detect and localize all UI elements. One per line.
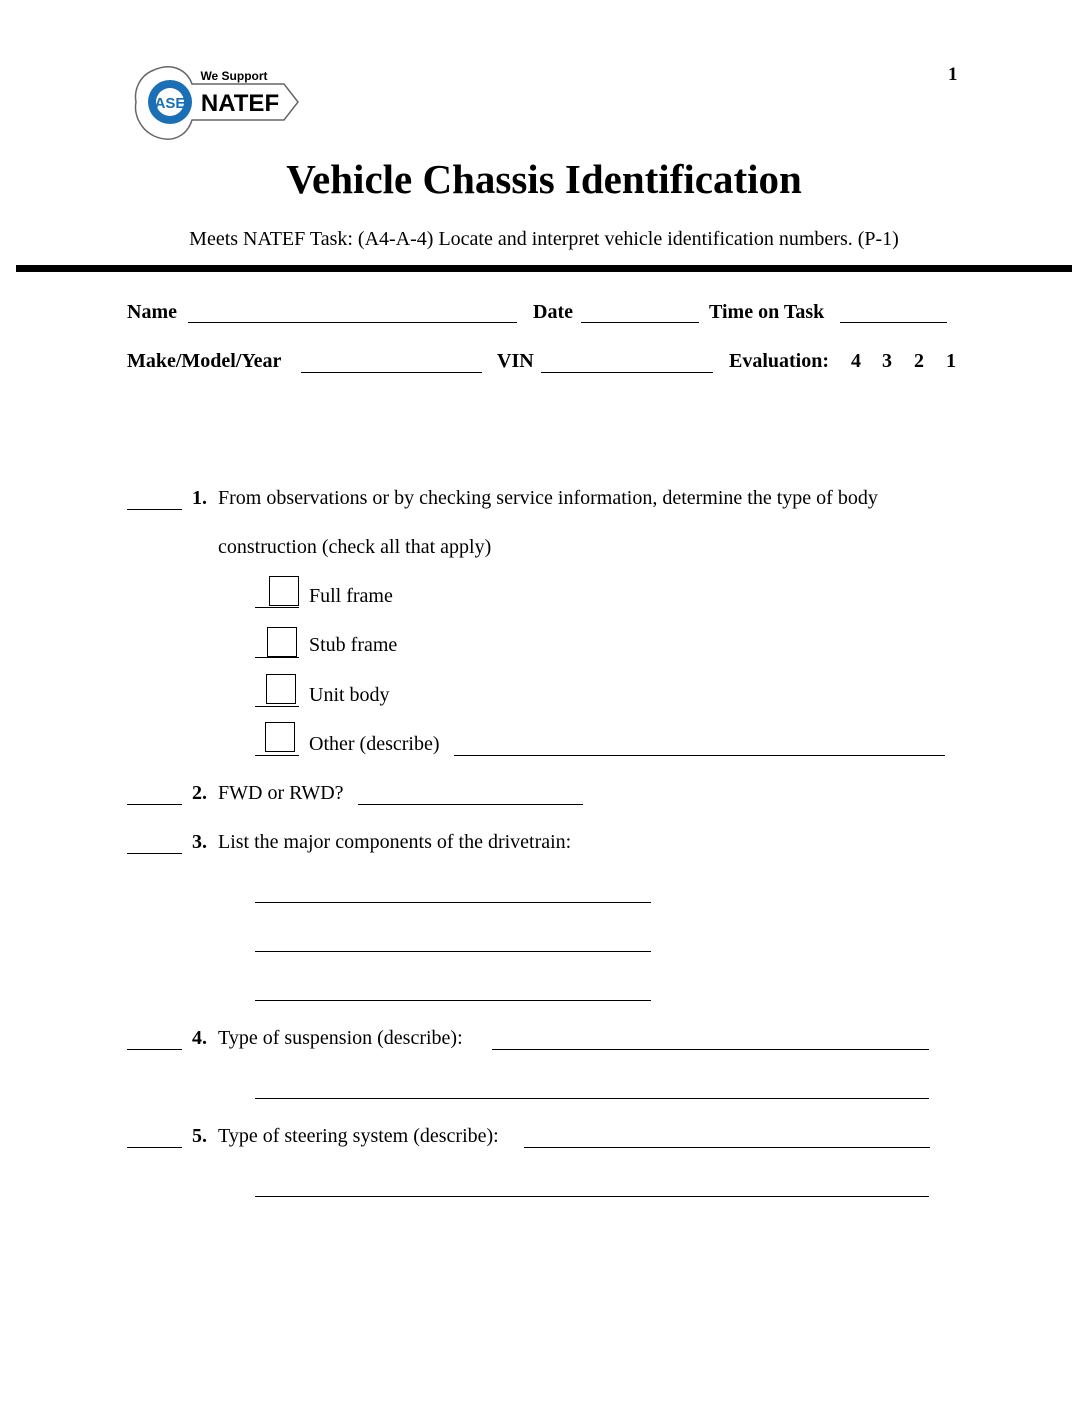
item-1-number: 1. — [192, 487, 207, 509]
svg-text:We Support: We Support — [200, 69, 268, 83]
score-1[interactable]: 1 — [946, 350, 956, 372]
option-full-frame: Full frame — [309, 585, 393, 607]
checkbox-underline — [255, 706, 299, 707]
divider — [16, 265, 1072, 272]
svg-text:NATEF: NATEF — [200, 90, 280, 117]
option-stub-frame: Stub frame — [309, 634, 398, 656]
name-field[interactable] — [188, 322, 517, 323]
checkbox-full-frame[interactable] — [269, 576, 299, 606]
item-5-score[interactable] — [127, 1147, 182, 1148]
item-2-text: FWD or RWD? — [218, 782, 344, 804]
item-2-score[interactable] — [127, 804, 182, 805]
time-field[interactable] — [840, 322, 947, 323]
name-label: Name — [127, 301, 177, 323]
date-label: Date — [533, 301, 573, 323]
item-2-number: 2. — [192, 782, 207, 804]
vin-label: VIN — [497, 350, 534, 372]
item-4-score[interactable] — [127, 1049, 182, 1050]
page-number: 1 — [948, 64, 958, 85]
item-1-text2: construction (check all that apply) — [218, 536, 492, 558]
checkbox-stub-frame[interactable] — [267, 627, 297, 657]
steering-field-1[interactable] — [524, 1147, 930, 1148]
other-describe-field[interactable] — [454, 755, 945, 756]
checkbox-underline — [255, 607, 299, 608]
checkbox-unit-body[interactable] — [266, 674, 296, 704]
checkbox-other[interactable] — [265, 722, 295, 752]
item-5-text: Type of steering system (describe): — [218, 1125, 499, 1147]
drivetrain-field-2[interactable] — [255, 951, 651, 952]
page-title: Vehicle Chassis Identification — [286, 156, 802, 202]
item-1-text: From observations or by checking service information, determine the type of body — [218, 487, 878, 509]
make-label: Make/Model/Year — [127, 350, 282, 372]
evaluation-label: Evaluation: — [729, 350, 830, 372]
item-5-number: 5. — [192, 1125, 207, 1147]
item-4-number: 4. — [192, 1027, 207, 1049]
checkbox-underline — [255, 657, 299, 658]
natef-logo — [132, 62, 302, 144]
date-field[interactable] — [581, 322, 699, 323]
option-other: Other (describe) — [309, 733, 440, 755]
item-3-text: List the major components of the drivetrain: — [218, 831, 572, 853]
option-unit-body: Unit body — [309, 684, 390, 706]
make-field[interactable] — [301, 372, 482, 373]
item-3-number: 3. — [192, 831, 207, 853]
item-4-text: Type of suspension (describe): — [218, 1027, 463, 1049]
time-label: Time on Task — [709, 301, 825, 323]
score-2[interactable]: 2 — [914, 350, 924, 372]
score-4[interactable]: 4 — [851, 350, 861, 372]
suspension-field-2[interactable] — [255, 1098, 929, 1099]
steering-field-2[interactable] — [255, 1196, 929, 1197]
svg-text:ASE: ASE — [154, 95, 186, 112]
score-3[interactable]: 3 — [882, 350, 892, 372]
drive-type-field[interactable] — [358, 804, 583, 805]
item-1-score[interactable] — [127, 509, 182, 510]
checkbox-underline — [255, 755, 299, 756]
subtitle: Meets NATEF Task: (A4-A-4) Locate and interpret vehicle identification numbers. (P-1) — [189, 228, 899, 250]
item-3-score[interactable] — [127, 853, 182, 854]
drivetrain-field-1[interactable] — [255, 902, 651, 903]
suspension-field-1[interactable] — [492, 1049, 929, 1050]
drivetrain-field-3[interactable] — [255, 1000, 651, 1001]
vin-field[interactable] — [541, 372, 713, 373]
